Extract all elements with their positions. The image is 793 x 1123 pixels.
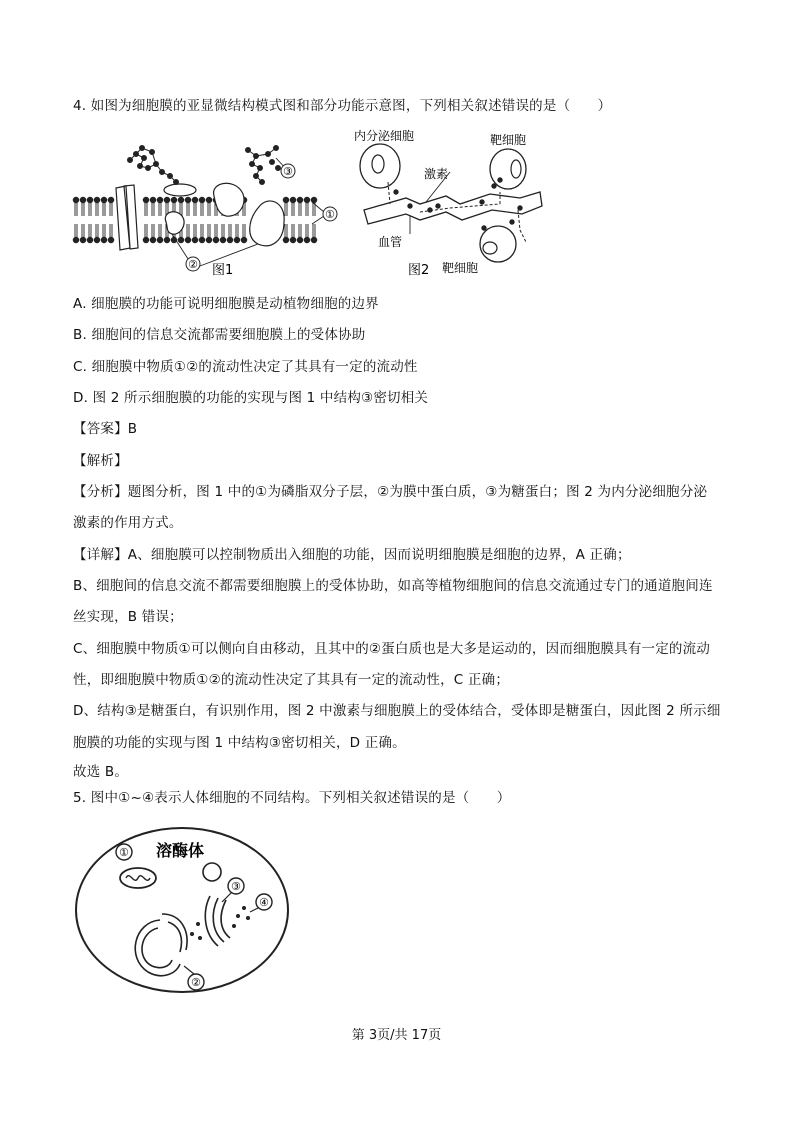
explanation-line-7: 性，即细胞膜中物质①②的流动性决定了其具有一定的流动性，C 正确； (73, 672, 510, 688)
explanation-line-9: 胞膜的功能的实现与图 1 中结构③密切相关，D 正确。 (73, 735, 406, 751)
central-protein (214, 183, 244, 216)
fig2-target-bottom-label: 靶细胞 (442, 261, 479, 275)
figure-2-endocrine (350, 124, 550, 280)
blood-vessel (364, 192, 542, 224)
explanation-line-2: 激素的作用方式。 (73, 515, 183, 531)
fig1-label-2: ② (188, 258, 198, 271)
page-footer: 第 3页/共 17页 (351, 1028, 442, 1043)
option-b: B. 细胞间的信息交流都需要细胞膜上的受体协助 (73, 327, 366, 343)
transmembrane-protein (116, 185, 138, 250)
cell-label-1: ① (119, 846, 129, 859)
cell-label-4: ④ (259, 896, 269, 909)
glycoprotein-chains (128, 146, 281, 185)
cell-label-2: ② (191, 976, 201, 989)
q5-stem: 5. 图中①~④表示人体细胞的不同结构。下列相关叙述错误的是（ ） (73, 790, 511, 806)
explanation-line-8: D、结构③是糖蛋白，有识别作用，图 2 中激素与细胞膜上的受体结合，受体即是糖蛋白，因此图 2 所示细 (73, 703, 721, 719)
lysosome-label: 溶酶体 (156, 841, 205, 860)
option-d: D. 图 2 所示细胞膜的功能的实现与图 1 中结构③密切相关 (73, 390, 429, 406)
explanation-line-1: 【分析】题图分析，图 1 中的①为磷脂双分子层，②为膜中蛋白质，③为糖蛋白；图 2 为内分泌细胞分泌 (73, 484, 708, 500)
peripheral-protein-inner (165, 212, 184, 234)
large-protein (250, 201, 284, 246)
fig2-endocrine-label: 内分泌细胞 (354, 129, 415, 143)
peripheral-protein-top (164, 184, 196, 196)
fig1-label-3: ③ (283, 165, 293, 178)
mitochondrion (120, 868, 156, 888)
answer: 【答案】B (73, 421, 138, 437)
fig2-target-top-label: 靶细胞 (490, 133, 527, 147)
fig2-caption: 图2 (408, 263, 430, 278)
option-c: C. 细胞膜中物质①②的流动性决定了其具有一定的流动性 (73, 359, 418, 375)
lysosome (203, 863, 221, 881)
fig1-label-1: ① (325, 208, 335, 221)
fig2-vessel-label: 血管 (378, 235, 403, 249)
figure-cell-structures (72, 822, 296, 1002)
analysis-tag: 【解析】 (73, 453, 128, 469)
q4-stem: 4. 如图为细胞膜的亚显微结构模式图和部分功能示意图，下列相关叙述错误的是（ ） (73, 98, 612, 114)
explanation-line-10: 故选 B。 (73, 764, 129, 780)
explanation-line-5: 丝实现，B 错误； (73, 609, 183, 625)
figure-1-membrane (72, 138, 352, 280)
explanation-line-4: B、细胞间的信息交流不都需要细胞膜上的受体协助，如高等植物细胞间的信息交流通过专门的通道胞间连 (73, 578, 713, 594)
explanation-line-6: C、细胞膜中物质①可以侧向自由移动，且其中的②蛋白质也是大多是运动的，因而细胞膜具有一定的流动 (73, 641, 711, 657)
fig1-caption: 图1 (212, 263, 234, 278)
explanation-line-3: 【详解】A、细胞膜可以控制物质出入细胞的功能，因而说明细胞膜是细胞的边界，A 正确； (73, 547, 631, 563)
cell-label-3: ③ (231, 880, 241, 893)
fig2-hormone-label: 激素 (424, 167, 449, 181)
option-a: A. 细胞膜的功能可说明细胞膜是动植物细胞的边界 (73, 296, 379, 312)
